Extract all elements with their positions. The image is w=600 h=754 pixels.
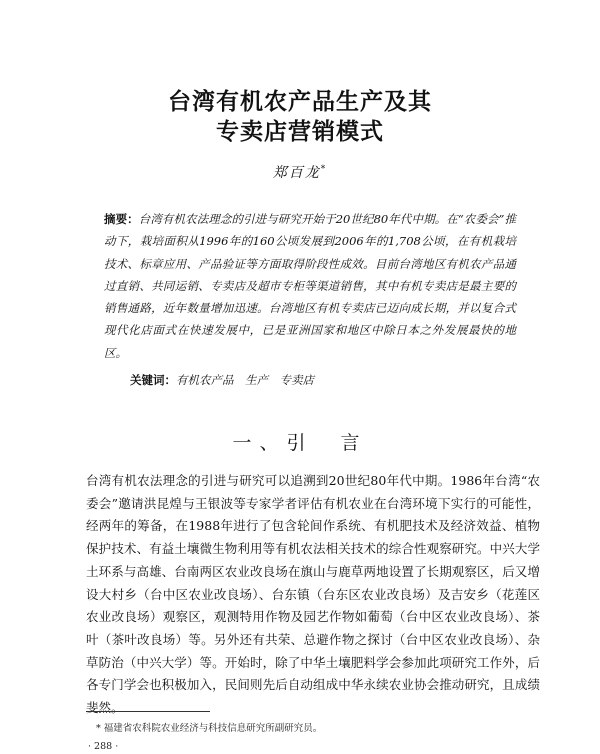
abstract xyxy=(104,208,516,364)
author-name: 郑百龙 xyxy=(272,165,321,181)
abstract-label: 摘要： xyxy=(104,212,139,226)
paper-title-line-1: 台湾有机农产品生产及其 xyxy=(168,89,432,115)
abstract-text: 台湾有机农法理念的引进与研究开始于20世纪80年代中期。在“农委会”推动下，栽培面积从1996年的160公顷发展到2006年的1,708公顷，在有机栽培技术、标章应用、产品验证等方面取得阶段性成效。目前台湾地区有机农产品通过直销、共同运销、专卖店及超市专柜等渠道销售，其中有机专卖店是最主要的销售通路，近年数量增加迅速。台湾地区有机专卖店已迈向成长期，并以复合式现代化店面式在快速发展中，已是亚洲国家和地区中除日本之外发展最快的地区。 xyxy=(104,212,517,360)
keywords xyxy=(130,372,530,388)
paper-title-line-2: 专卖店营销模式 xyxy=(216,119,384,145)
page-number: · 288 · xyxy=(88,741,119,752)
author-footnote-mark: * xyxy=(320,164,328,175)
body-paragraph: 台湾有机农法理念的引进与研究可以追溯到20世纪80年代中期。1986年台湾“农委会”邀请洪昆煌与王银波等专家学者评估有机农业在台湾环境下实行的可能性，经两年的筹备，在1988年进行了包含轮间作系统、有机肥技术及经济效益、植物保护技术、有益土壤微生物利用等有机农法相关技术的综合性观察研究。中兴大学土环系与高雄、台南两区农业改良场在旗山与鹿草两地设置了长期观察区，后又增设大村乡（台中区农业改良场）、台东镇（台东区农业改良场）及吉安乡（花莲区农业改良场）观察区，观测特用作物及园艺作物如葡萄（台中区农业改良场）、茶叶（茶叶改良场）等。另外还有共荣、总避作物之探讨（台中区农业改良场）、杂草防治（中兴大学）等。开始时，除了中华土壤肥料学会参加此项研究工作外，后各专门学会也积极加入，民间则先后自动组成中华永续农业协会推动研究，且成绩斐然。 xyxy=(86,473,540,716)
section-heading: 一、引 言 xyxy=(232,432,368,454)
keywords-label: 关键词： xyxy=(130,373,176,387)
footnote: * 福建省农科院农业经济与科技信息研究所副研究员。 xyxy=(96,723,323,734)
footnote-divider xyxy=(86,711,210,712)
author-line xyxy=(0,162,600,182)
keywords-text: 有机农产品 生产 专卖店 xyxy=(176,373,314,387)
